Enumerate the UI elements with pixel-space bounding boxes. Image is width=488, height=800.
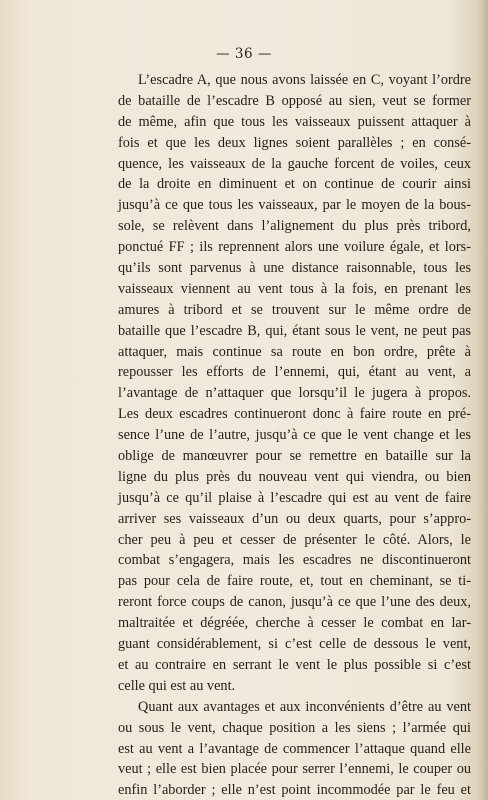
text-line: oblige de manœuvrer pour se remettre en bataille sur la bbox=[118, 448, 471, 465]
paragraph-2 bbox=[118, 697, 471, 800]
text-line: sence l’une de l’autre, jusqu’à ce que le vent change et les bbox=[118, 427, 471, 444]
text-line: est au vent a l’avantage de commencer l’attaque quand elle bbox=[118, 740, 471, 757]
text-line: L’escadre A, que nous avons laissée en C, voyant l’ordre bbox=[138, 72, 471, 88]
text-line: et au contraire en serrant le vent le plus possible si c’est bbox=[118, 656, 471, 673]
text-line: arriver ses vaisseaux d’un ou deux quarts, pour s’appro- bbox=[118, 510, 471, 527]
text-line: qu’ils sont parvenus à une distance raisonnable, tous les bbox=[118, 260, 471, 277]
text-line: bataille que l’escadre B, qui, étant sous le vent, ne peut pas bbox=[118, 322, 471, 339]
text-line: maltraitée et dégréée, cherche à cesser le combat en lar- bbox=[118, 615, 471, 632]
text-line: l’avantage de n’attaquer que lorsqu’il le jugera à propos. bbox=[118, 385, 471, 402]
text-line: Les deux escadres continueront donc à faire route en pré- bbox=[118, 406, 471, 423]
text-line: pas pour cela de faire route, et, tout en cheminant, se ti- bbox=[118, 573, 471, 590]
text-line: jusqu’à ce que tous les vaisseaux, par le moyen de la bous- bbox=[118, 197, 471, 214]
text-line: vaisseaux viennent au vent tous à la fois, en prenant les bbox=[118, 280, 471, 297]
text-line: de la droite en diminuent et on continue de courir ainsi bbox=[118, 176, 471, 193]
body-text bbox=[118, 70, 471, 800]
text-line: guant considérablement, si c’est celle de dessous le vent, bbox=[118, 636, 471, 653]
text-line: quence, les vaisseaux de la gauche forcent de voiles, ceux bbox=[118, 155, 471, 172]
text-line: veut ; elle est bien placée pour serrer l’ennemi, le couper ou bbox=[118, 761, 471, 778]
text-line: ou sous le vent, chaque position a les siens ; l’armée qui bbox=[118, 719, 471, 736]
text-line: enfin l’aborder ; elle n’est point incommodée par le feu et bbox=[118, 782, 471, 799]
text-line: combat s’engagera, mais les escadres ne discontinueront bbox=[118, 552, 471, 569]
text-line: amures à tribord et se trouvent sur le même ordre de bbox=[118, 301, 471, 318]
text-line: attaquer, mais continue sa route en bon ordre, prête à bbox=[118, 343, 471, 360]
text-line: reront force coups de canon, jusqu’à ce que l’une des deux, bbox=[118, 594, 471, 611]
text-line: fois et que les deux lignes soient parallèles ; en consé- bbox=[118, 134, 471, 151]
text-line: jusqu’à ce qu’il plaise à l’escadre qui est au vent de faire bbox=[118, 489, 471, 506]
paragraph-1 bbox=[118, 70, 471, 697]
page-edge-shadow bbox=[478, 0, 488, 800]
text-line: ponctué FF ; ils reprennent alors une voilure égale, et lors- bbox=[118, 239, 471, 256]
text-line: sole, se relèvent dans l’alignement du plus près tribord, bbox=[118, 218, 471, 235]
text-line: repousser les efforts de l’ennemi, qui, étant au vent, a bbox=[118, 364, 471, 381]
text-line: Quant aux avantages et aux inconvénients d’être au vent bbox=[138, 698, 471, 715]
text-line: cher peu à peu et cesser de présenter le côté. Alors, le bbox=[118, 531, 471, 548]
text-line: de même, afin que tous les vaisseaux puissent attaquer à bbox=[118, 113, 471, 130]
page-number: — 36 — bbox=[216, 46, 272, 62]
text-line: celle qui est au vent. bbox=[118, 677, 236, 694]
text-line: ligne du plus près du nouveau vent qui viendra, ou bien bbox=[118, 468, 471, 485]
text-line: de bataille de l’escadre B opposé au sien, veut se former bbox=[118, 92, 471, 109]
